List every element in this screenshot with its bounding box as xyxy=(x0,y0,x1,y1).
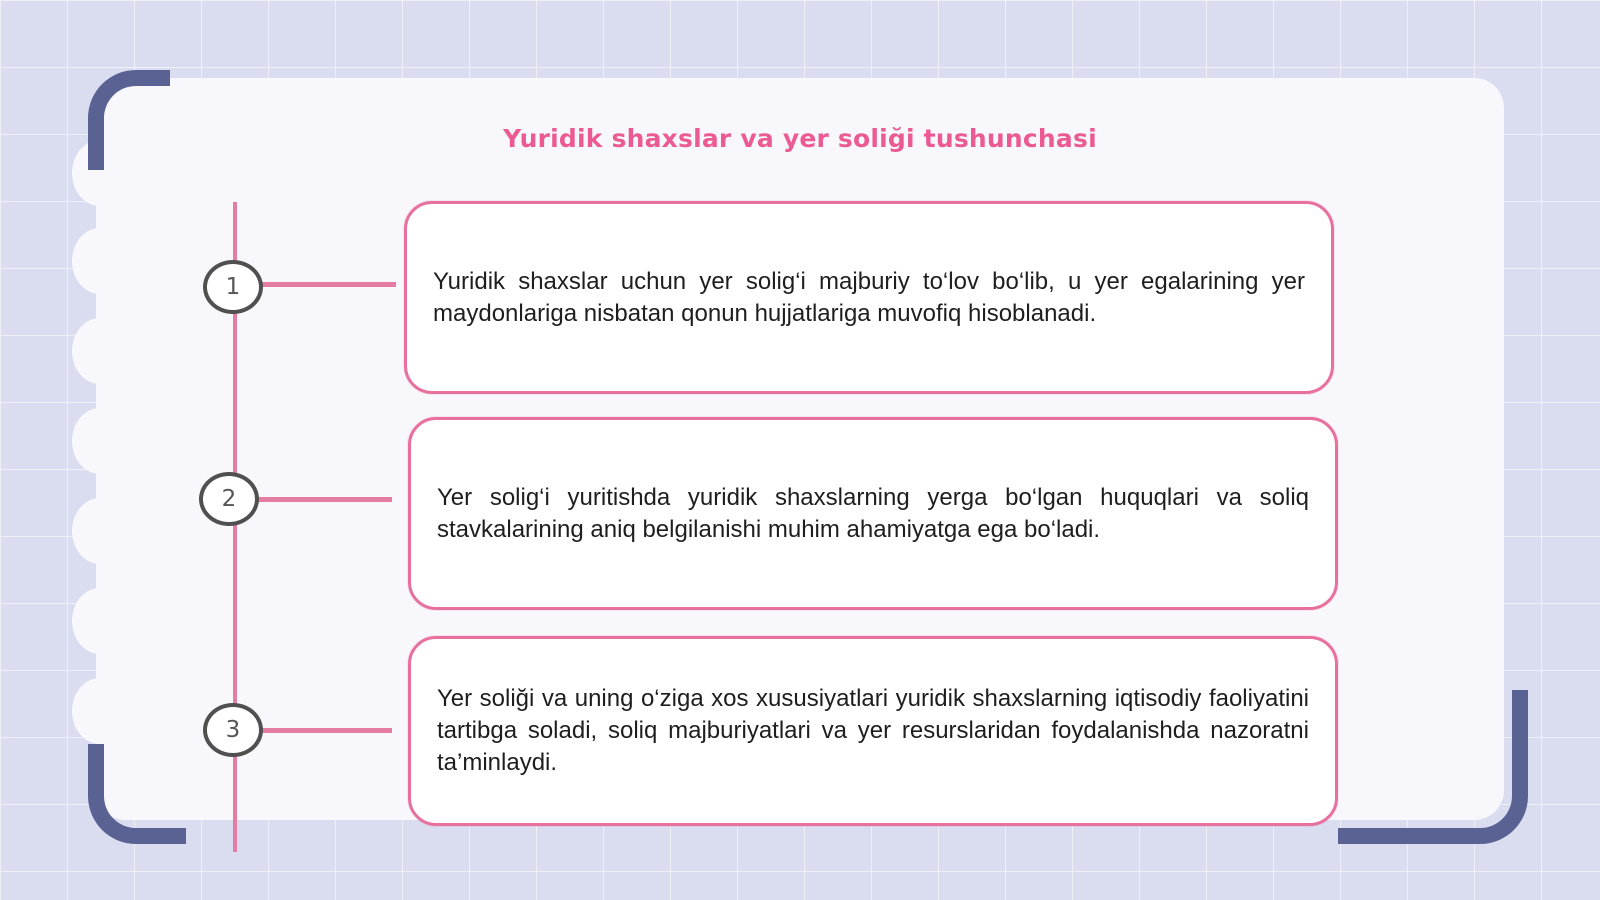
slide-title: Yuridik shaxslar va yer soliği tushunchasi xyxy=(503,124,1097,153)
timeline-connector xyxy=(258,497,392,502)
step-number-1: 1 xyxy=(203,260,263,314)
info-card-1 xyxy=(404,201,1334,394)
info-card-text: Yer soliği va uning o‘ziga xos xususiyatlari yuridik shaxslarning iqtisodiy faoliyatini tartibga soladi, soliq majburiyatlari va yer resurslaridan foydalanishda nazoratni ta’minlaydi. xyxy=(437,685,1309,776)
sheet-scallop xyxy=(72,678,128,744)
frame-corner-bottom-left xyxy=(88,744,186,844)
sheet-scallop xyxy=(72,318,128,384)
step-number-3: 3 xyxy=(203,703,263,757)
sheet-scallop xyxy=(72,588,128,654)
info-card-text: Yer solig‘i yuritishda yuridik shaxslarning yerga bo‘lgan huquqlari va soliq stavkalarining aniq belgilanishi muhim ahamiyatga ega bo‘ladi. xyxy=(437,483,1309,543)
sheet-scallop xyxy=(72,498,128,564)
info-card-2 xyxy=(408,417,1338,610)
sheet-scallop xyxy=(72,408,128,474)
sheet-scallop xyxy=(72,228,128,294)
timeline-connector xyxy=(262,282,396,287)
frame-corner-bottom-right xyxy=(1338,690,1528,844)
timeline-connector xyxy=(262,728,392,733)
info-card-3 xyxy=(408,636,1338,826)
info-card-text: Yuridik shaxslar uchun yer solig‘i majburiy to‘lov bo‘lib, u yer egalarining yer maydonlariga nisbatan qonun hujjatlariga muvofiq hisoblanadi. xyxy=(433,267,1305,327)
frame-corner-top-left xyxy=(88,70,170,170)
step-number-2: 2 xyxy=(199,472,259,526)
